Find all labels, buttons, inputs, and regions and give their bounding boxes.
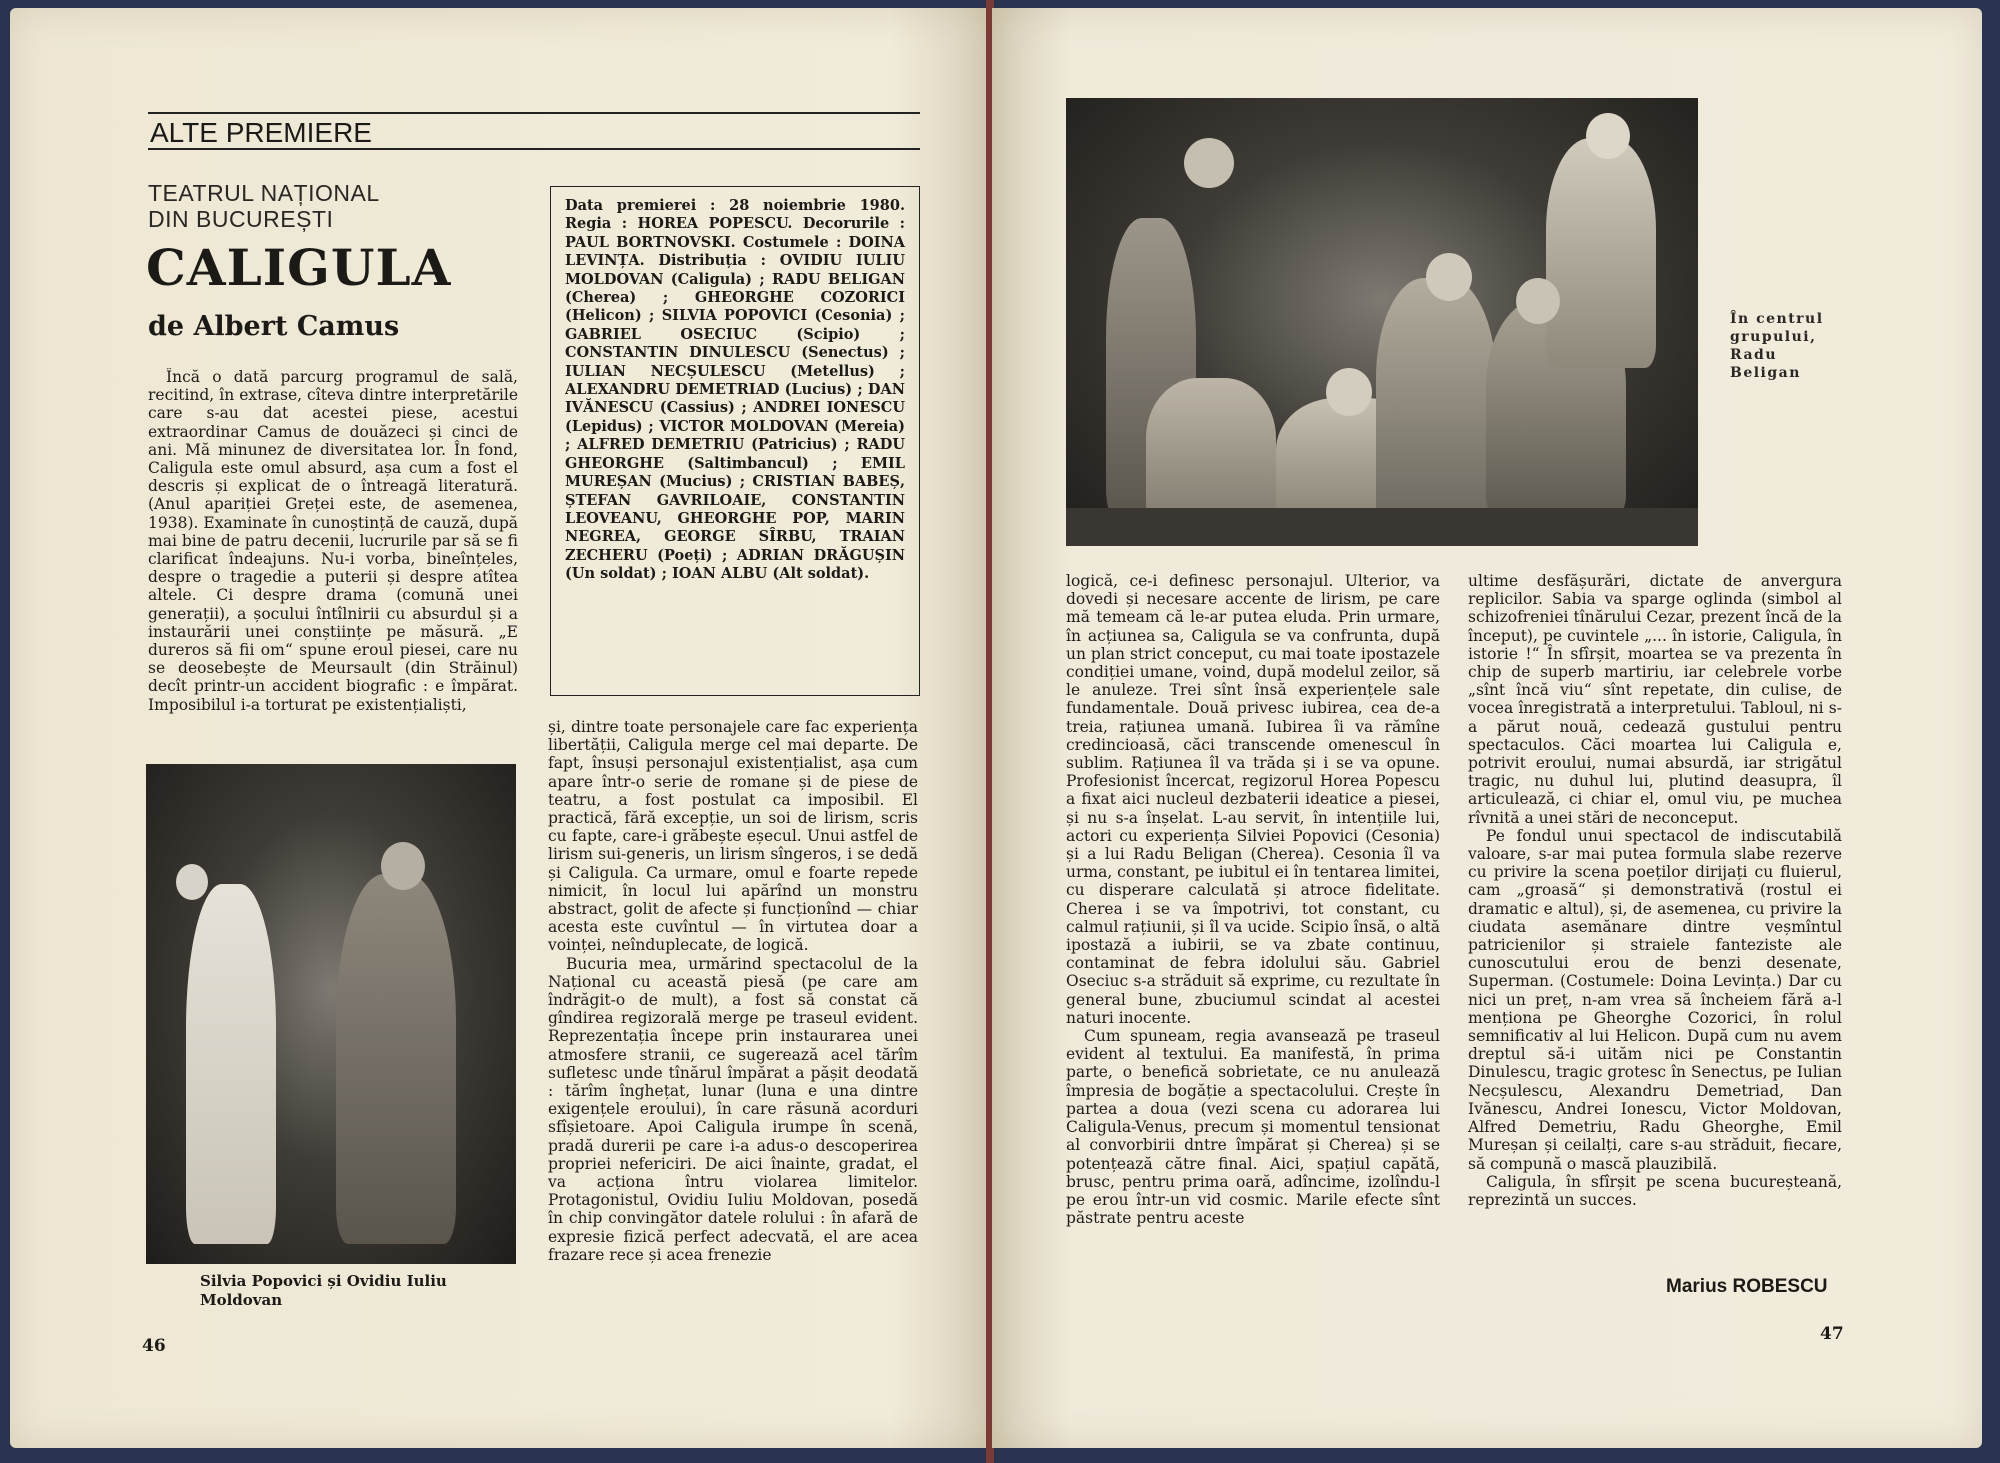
- actor-figure: [1376, 278, 1496, 528]
- actor-head: [1516, 278, 1560, 324]
- actor-head: [1326, 368, 1372, 416]
- photo-side-caption: În centrul grupului, Radu Beligan: [1730, 311, 1824, 381]
- article-paragraph: Bucuria mea, urmărind spectacolul de la Național cu această piesă (pe care am îndrăgit-o de mult), a fost să constat că gîndirea regizorală merge pe traseul evident. Reprezentația începe prin instaurarea unei atmosfere stranii, ce sugerează acel tărîm sufletesc unde tînărul împărat a pășit deodată : tărîm înghețat, lunar (luna e una dintre exigențele eroului), în care răsună acorduri sfîșietoare. Apoi Caligula irumpe în scenă, pradă durerii pe care i-a adus-o descoperirea propriei nefericiri. De aici înainte, gradat, el va acționa întru violarea limitelor. Protagonistul, Ovidiu Iuliu Moldovan, posedă în chip convingător datele rolului : în afară de expresie fizică perfect adecvată, el are acea frazare rece și acea frenezie: [548, 954, 918, 1264]
- photo-group-scene: [1066, 98, 1698, 546]
- article-paragraph: Încă o dată parcurg programul de sală, recitind, în extrase, cîteva dintre interpretările care s-au dat acestei piese, acestui extraordinar Camus de douăzeci și cinci de ani. Mă minunez de diversitatea lor. În fond, Caligula este omul absurd, așa cum a fost el descris și explicat de o întreagă literatură. (Anul apariției Greței este, de asemenea, 1938). Examinate în cunoștință de cauză, după mai bine de patru decenii, lucrurile par să se fi clarificat îndeajuns. Nu-i vorba, bineînțeles, despre o tragedie a puterii și despre atîtea altele. Ci despre drama (comună unei generații), a șocului întîlnirii cu absurdul și a instaurării unei conștiințe pe măsură. „E dureros să fii om“ spune eroul piesei, care nu se deosebește de Meursault (din Străinul) decît printr-un accident biografic : e împărat. Imposibilul i-a torturat pe existențialiști,: [148, 368, 518, 714]
- play-author: de Albert Camus: [148, 311, 400, 342]
- article-paragraph: logică, ce-i definesc personajul. Ulterior, va dovedi și necesare accente de lirism, pe care mă temeam că le-ar putea eluda. Prin urmare, în acțiunea sa, Caligula se va confrunta, după un plan strict conceput, cu mai toate ipostazele condiției umane, voind, după modelul zeilor, să le anuleze. Trei sînt însă experiențele sale fundamentale. Două privesc iubirea, cea de-a treia, rațiunea umană. Iubirea îi va rămîne credincioasă, căci transcende omenescul în sublim. Rațiunea îl va trăda și i se va opune. Profesionist încercat, regizorul Horea Popescu a fixat aici nucleul dezbaterii ideatice a piesei, și nu s-a înșelat. L-au servit, în intențiile lui, actori cu experiența Silviei Popovici (Cesonia) și a lui Radu Beligan (Cherea). Cesonia îl va urma, constant, pe iubitul ei în tentarea limitei, cu disperare calculată și atroce fidelitate. Cherea i se va împotrivi, tot constant, cu calmul rațiunii, și îl va ucide. Scipio însă, o altă ipostază a iubirii, se va zbate continuu, contaminat de febra idolului său. Gabriel Oseciuc s-a străduit să exprime, cu rezultate în general bune, zbuciumul scindat al acestei naturi inocente.: [1066, 572, 1440, 1027]
- article-paragraph: și, dintre toate personajele care fac experiența libertății, Caligula merge cel mai departe. De fapt, însuși personajul existențialist, așa cum apare într-o serie de romane și de piese de teatru, a fost postulat ca imposibil. El practică, fără excepție, un soi de lirism, scris cu fapte, care-i grăbește eșecul. Unui astfel de lirism sui-generis, un lirism sîngeros, i se dedă și Caligula. Ca urmare, omul e foarte repede nimicit, în locul lui apărînd un monstru abstract, golit de afecte și funcționînd — chiar acesta este cuvîntul — în virtutea doar a voinței, neînduplecate, de logică.: [548, 718, 918, 955]
- article-column-3: [1066, 572, 1440, 1302]
- figure-right: [336, 874, 456, 1244]
- theatre-name: TEATRUL NAȚIONAL DIN BUCUREȘTI: [148, 180, 379, 232]
- article-column-1: [148, 368, 518, 748]
- figure-head: [381, 842, 425, 890]
- page-number-right: 47: [1820, 1324, 1844, 1344]
- page-number-left: 46: [142, 1336, 166, 1356]
- play-title: CALIGULA: [146, 238, 452, 297]
- article-column-2: [548, 718, 918, 1310]
- photo-silvia-ovidiu: [146, 764, 516, 1264]
- actor-figure: [1146, 378, 1276, 528]
- actor-head: [1426, 253, 1472, 301]
- figure-left: [186, 884, 276, 1244]
- article-paragraph: Caligula, în sfîrșit pe scena bucureșteană, reprezintă un succes.: [1468, 1172, 1842, 1209]
- credits-box: [550, 186, 920, 696]
- article-paragraph: ultime desfășurări, dictate de anvergura replicilor. Sabia va sparge oglinda (simbol al schizofreniei tînărului Cezar, prezent încă de la început), pe cuvintele „... în istorie, Caligula, în istorie !“ În sfîrșit, moartea se va prezenta în chip de superb martiriu, iar celebrele vorbe „sînt încă viu“ sînt repetate, din culise, de vocea înregistrată a interpretului. Tabloul, ni s-a părut nouă, cedează gustului pentru spectaculos. Căci moartea lui Caligula e, potrivit eroului, numai absurdă, iar strigătul tragic, nu duhul lui, plutind deasupra, îl articulează, ci chiar el, omul viu, pe muchea rîvnită a unei stări de neconceput.: [1468, 572, 1842, 827]
- section-title: ALTE PREMIERE: [148, 112, 920, 150]
- actor-head: [1586, 113, 1630, 159]
- stage-floor: [1066, 508, 1698, 546]
- credits-text: Data premierei : 28 noiembrie 1980. Regia : HOREA POPESCU. Decorurile : PAUL BORTNOVSKI. Costumele : DOINA LEVINȚA. Distribuția : OVIDIU IULIU MOLDOVAN (Caligula) ; RADU BELIGAN (Cherea) ; GHEORGHE COZORICI (Helicon) ; SILVIA POPOVICI (Cesonia) ; GABRIEL OSECIUC (Scipio) ; CONSTANTIN DINULESCU (Senectus) ; IULIAN NECȘULESCU (Metellus) ; ALEXANDRU DEMETRIAD (Lucius) ; DAN IVĂNESCU (Cassius) ; ANDREI IONESCU (Lepidus) ; VICTOR MOLDOVAN (Mereia) ; ALFRED DEMETRIU (Patricius) ; RADU GHEORGHE (Saltimbancul) ; EMIL MUREȘAN (Mucius) ; CRISTIAN BABEȘ, ȘTEFAN GAVRILOAIE, CONSTANTIN LEOVEANU, GHEORGHE POP, MARIN NEGREA, GEORGE SÎRBU, TRAIAN ZECHERU (Poeți) ; ADRIAN DRĂGUȘIN (Un soldat) ; IOAN ALBU (Alt soldat).: [565, 197, 905, 583]
- article-column-4: [1468, 572, 1842, 1272]
- actor-figure: [1546, 138, 1656, 368]
- article-paragraph: Cum spuneam, regia avansează pe traseul evident al textului. Ea manifestă, în prima parte, o benefică sobrietate, ce nu anulează împresia de bogăție a spectacolului. Crește în partea a doua (vezi scena cu adorarea lui Caligula-Venus, precum și momentul tensionat al convorbirii dntre împărat și Cherea) și se potențează către final. Aici, spațiul capătă, brusc, pentru prima oară, adîncime, izolîndu-l pe erou într-un vid cosmic. Marile efecte sînt păstrate pentru aceste: [1066, 1027, 1440, 1228]
- article-paragraph: Pe fondul unui spectacol de indiscutabilă valoare, s-ar mai putea formula slabe rezerve cu privire la scena poeților dirijați cu fluierul, cam „groasă“ și demonstrativă (rostul ei dramatic e altul), și, de asemenea, cu privire la ciudata asemănare dintre veșmîntul patricienilor și straiele fanteziste ale cunoscutului erou de benzi desenate, Superman. (Costumele: Doina Levința.) Dar cu nici un preț, n-am vrea să încheiem fără a-l menționa pe Gheorghe Cozorici, în rolul semnificativ al lui Helicon. După cum nu avem dreptul să-i uităm nici pe Constantin Dinulescu, tragic grotesc în Senectus, pe Iulian Necșulescu, Alexandru Demetriad, Dan Ivănescu, Andrei Ionescu, Victor Moldovan, Alfred Demetriu, Radu Gheorghe, Emil Mureșan și ceilalți, care s-au străduit, fiecare, să compună o mască plauzibilă.: [1468, 826, 1842, 1173]
- author-signature: Marius ROBESCU: [1666, 1276, 1828, 1297]
- figure-head: [176, 864, 208, 900]
- photo-caption: Silvia Popovici și Ovidiu Iuliu Moldovan: [200, 1272, 447, 1309]
- actor-head: [1184, 138, 1234, 188]
